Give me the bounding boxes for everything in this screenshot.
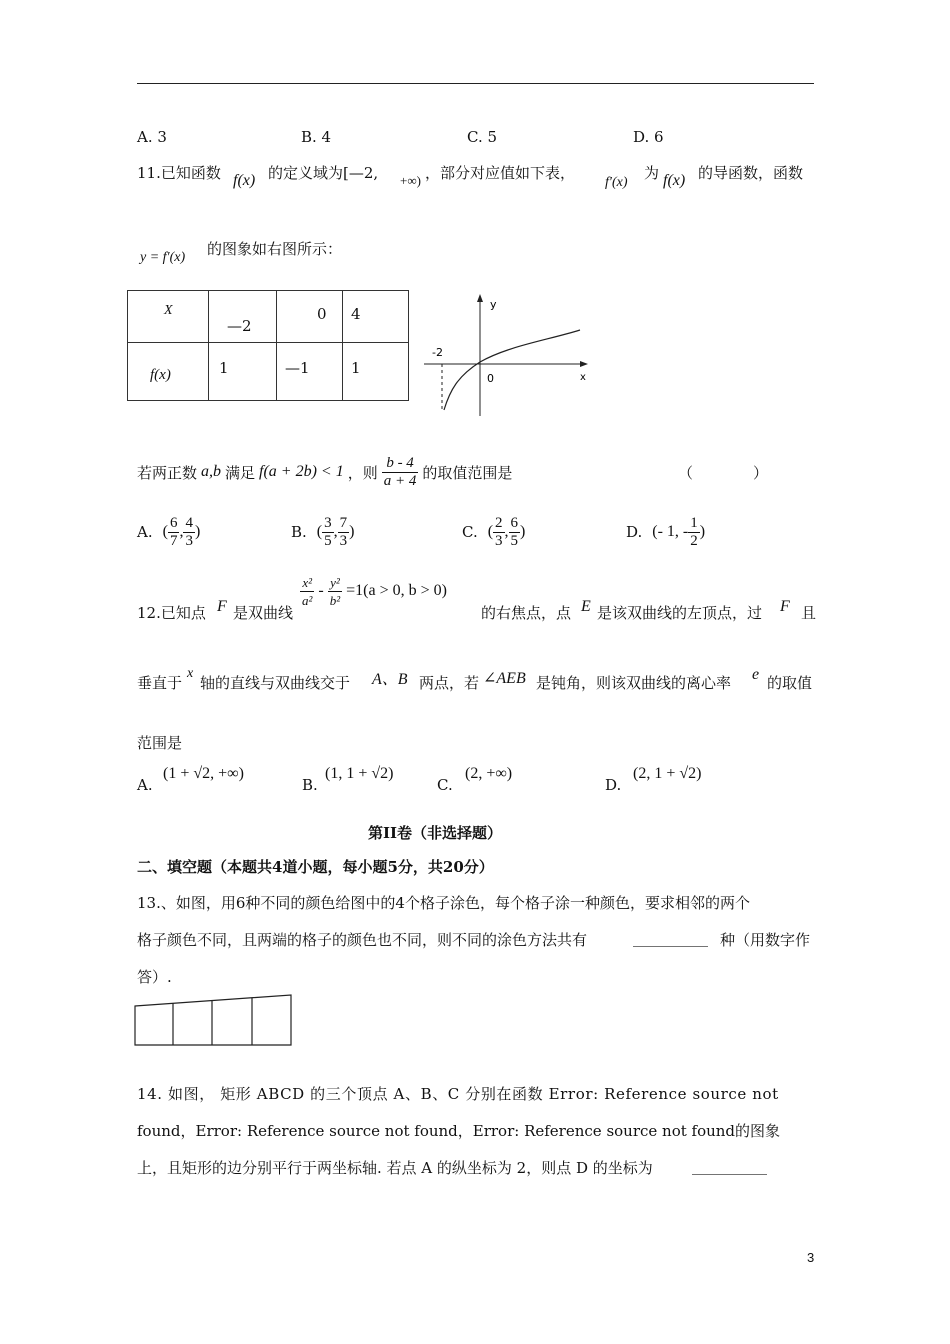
q12-angle: ∠AEB (483, 670, 526, 687)
q11-option-d: D. (- 1, - $\frac{1}{2}$ ) (626, 514, 706, 549)
q11-wei: 为 (644, 164, 660, 182)
option-a-frac1: $\frac{6}{7}$ (169, 514, 178, 549)
derivative-curve (444, 330, 580, 410)
q14-line2: found，Error: Reference source not found，Error: Reference source not found的图象 (137, 1122, 781, 1140)
q12-line2d: 是钝角，则该双曲线的离心率 (536, 674, 732, 692)
option-b-frac2: $\frac{7}{3}$ (339, 514, 348, 549)
q12-line2c: 两点，若 (419, 674, 480, 692)
page-number: 3 (807, 1250, 815, 1265)
option-d-label: D. (626, 523, 643, 541)
q12-right-focus: 的右焦点，点 (481, 604, 572, 622)
q12-option-b-label: B. (302, 776, 318, 794)
q12-e: e (752, 666, 760, 683)
x-axis-arrow (580, 361, 588, 367)
q11-option-c: C. ( $\frac{2}{3}$ , $\frac{6}{5}$ ) (462, 514, 526, 549)
q12-x: x (187, 666, 194, 681)
q13-blank[interactable]: __________ (633, 929, 708, 947)
q11-fpx: f′(x) (605, 175, 628, 190)
q11-answer-paren: （ ） (678, 464, 769, 482)
table-cell-f3: 1 (343, 343, 409, 401)
q11-cond-d: 的取值范围是 (422, 463, 513, 482)
q11-option-a: A. ( $\frac{6}{7}$ , $\frac{4}{3}$ ) (137, 514, 201, 549)
section2-title: 第II卷（非选择题） (368, 824, 503, 842)
q12-line2b: 轴的直线与双曲线交于 (200, 674, 351, 692)
q11-lead: 11.已知函数 (137, 164, 221, 182)
q11-ab: a,b (201, 463, 222, 480)
q11-y-eq: y = f′(x) (140, 250, 186, 265)
option-b-label: B. (291, 523, 307, 541)
option-c-label: C. (462, 523, 478, 541)
q12-lead: 12.已知点 (137, 604, 206, 622)
q13-line3: 答）. (137, 968, 172, 986)
table-cell-x2: 0 (277, 291, 343, 343)
q10-option-c: C. 5 (467, 128, 498, 146)
q11-fx: f(x) (233, 172, 256, 189)
q12-option-a-value: (1 + √2, +∞) (163, 765, 244, 782)
q11-graph-text: 的图象如右图所示： (207, 240, 343, 258)
table-cell-x3: 4 (343, 291, 409, 343)
q11-inequality: f(a + 2b) < 1 (259, 463, 344, 480)
q11-pinf: +∞) (400, 173, 421, 188)
q12-left-vertex: 是该双曲线的左顶点，过 (597, 604, 763, 622)
q12-and: 且 (801, 604, 817, 622)
q12-option-d-value: (2, 1 + √2) (633, 765, 702, 782)
q11-fraction: $\frac{b - 4}{a + 4}$ (383, 454, 417, 489)
q13-line2a: 格子颜色不同，且两端的格子的颜色也不同，则不同的涂色方法共有 (137, 931, 588, 949)
q11-value-table (127, 290, 409, 401)
q12-E: E (581, 598, 591, 615)
q12-option-b-value: (1, 1 + √2) (325, 765, 394, 782)
q13-line2b: 种（用数字作 (720, 931, 811, 949)
table-cell-x-header: X (128, 291, 209, 343)
graph-y-label: y (490, 298, 497, 311)
q10-option-b: B. 4 (301, 128, 332, 146)
graph-neg2-label: -2 (432, 346, 443, 359)
q12-line2a: 垂直于 (137, 674, 183, 692)
q11-condition-line (137, 450, 512, 494)
q14-line3a: 上，且矩形的边分别平行于两坐标轴. 若点 A 的纵坐标为 2，则点 D 的坐标为 (137, 1159, 653, 1177)
table-cell-f2: —1 (277, 343, 343, 401)
q11-cond-b: 满足 (225, 463, 256, 482)
section2-subtitle: 二、填空题（本题共4道小题，每小题5分，共20分） (137, 858, 494, 876)
option-d-pre: (- 1, - (652, 523, 689, 540)
q12-is-focus: 是双曲线 (233, 604, 294, 622)
q12-F-2: F (780, 598, 790, 615)
q12-option-c-label: C. (437, 776, 453, 794)
header-rule (137, 83, 814, 84)
option-b-frac1: $\frac{3}{5}$ (324, 514, 332, 549)
y-axis-arrow (477, 294, 483, 302)
q10-option-d: D. 6 (633, 128, 664, 146)
grid-outline (135, 995, 291, 1045)
q13-four-cell-grid (134, 993, 294, 1047)
q12-hyperbola-equation: $\frac{\text{x²}}{\text{a²}}$ - $\frac{\text{y²}}{\text{b²}}$ =1(a > 0, b > 0) (302, 574, 447, 608)
graph-origin-label: 0 (487, 372, 494, 385)
q11-domain-text: 的定义域为[—2, (268, 164, 379, 182)
q12-F: F (217, 598, 227, 615)
table-cell-x1: —2 (209, 291, 277, 343)
q14-blank[interactable]: __________ (692, 1157, 767, 1175)
table-cell-fx-header: f(x) (128, 343, 209, 401)
q10-option-a: A. 3 (137, 128, 167, 146)
q12-option-d-label: D. (605, 776, 622, 794)
q12-option-a-label: A. (137, 776, 153, 794)
q11-deriv-text: 的导函数，函数 (698, 164, 804, 182)
graph-x-label: x (580, 372, 586, 383)
option-a-label: A. (137, 523, 153, 541)
q12-line3: 范围是 (137, 734, 183, 752)
option-d-frac: $\frac{1}{2}$ (690, 514, 698, 549)
option-c-frac2: $\frac{6}{5}$ (510, 514, 519, 549)
q11-derivative-graph (418, 292, 598, 422)
q11-fx-2: f(x) (663, 172, 686, 189)
option-a-frac2: $\frac{4}{3}$ (185, 514, 193, 549)
q11-option-b: B. ( $\frac{3}{5}$ , $\frac{7}{3}$ ) (291, 514, 355, 549)
q11-table-text: ，部分对应值如下表， (425, 164, 576, 182)
q14-line1: 14. 如图， 矩形 ABCD 的三个顶点 A、B、C 分别在函数 Error: Reference source not (137, 1085, 779, 1103)
q11-cond-a: 若两正数 (137, 463, 198, 482)
table-cell-f1: 1 (209, 343, 277, 401)
q11-cond-c: ，则 (347, 463, 378, 482)
q12-option-c-value: (2, +∞) (465, 765, 513, 782)
q13-line1: 13.、如图，用6种不同的颜色给图中的4个格子涂色，每个格子涂一种颜色，要求相邻的两个 (137, 894, 750, 912)
q12-line2e: 的取值 (767, 674, 813, 692)
q12-AB: A、B (372, 671, 408, 688)
option-c-frac1: $\frac{2}{3}$ (495, 514, 503, 549)
